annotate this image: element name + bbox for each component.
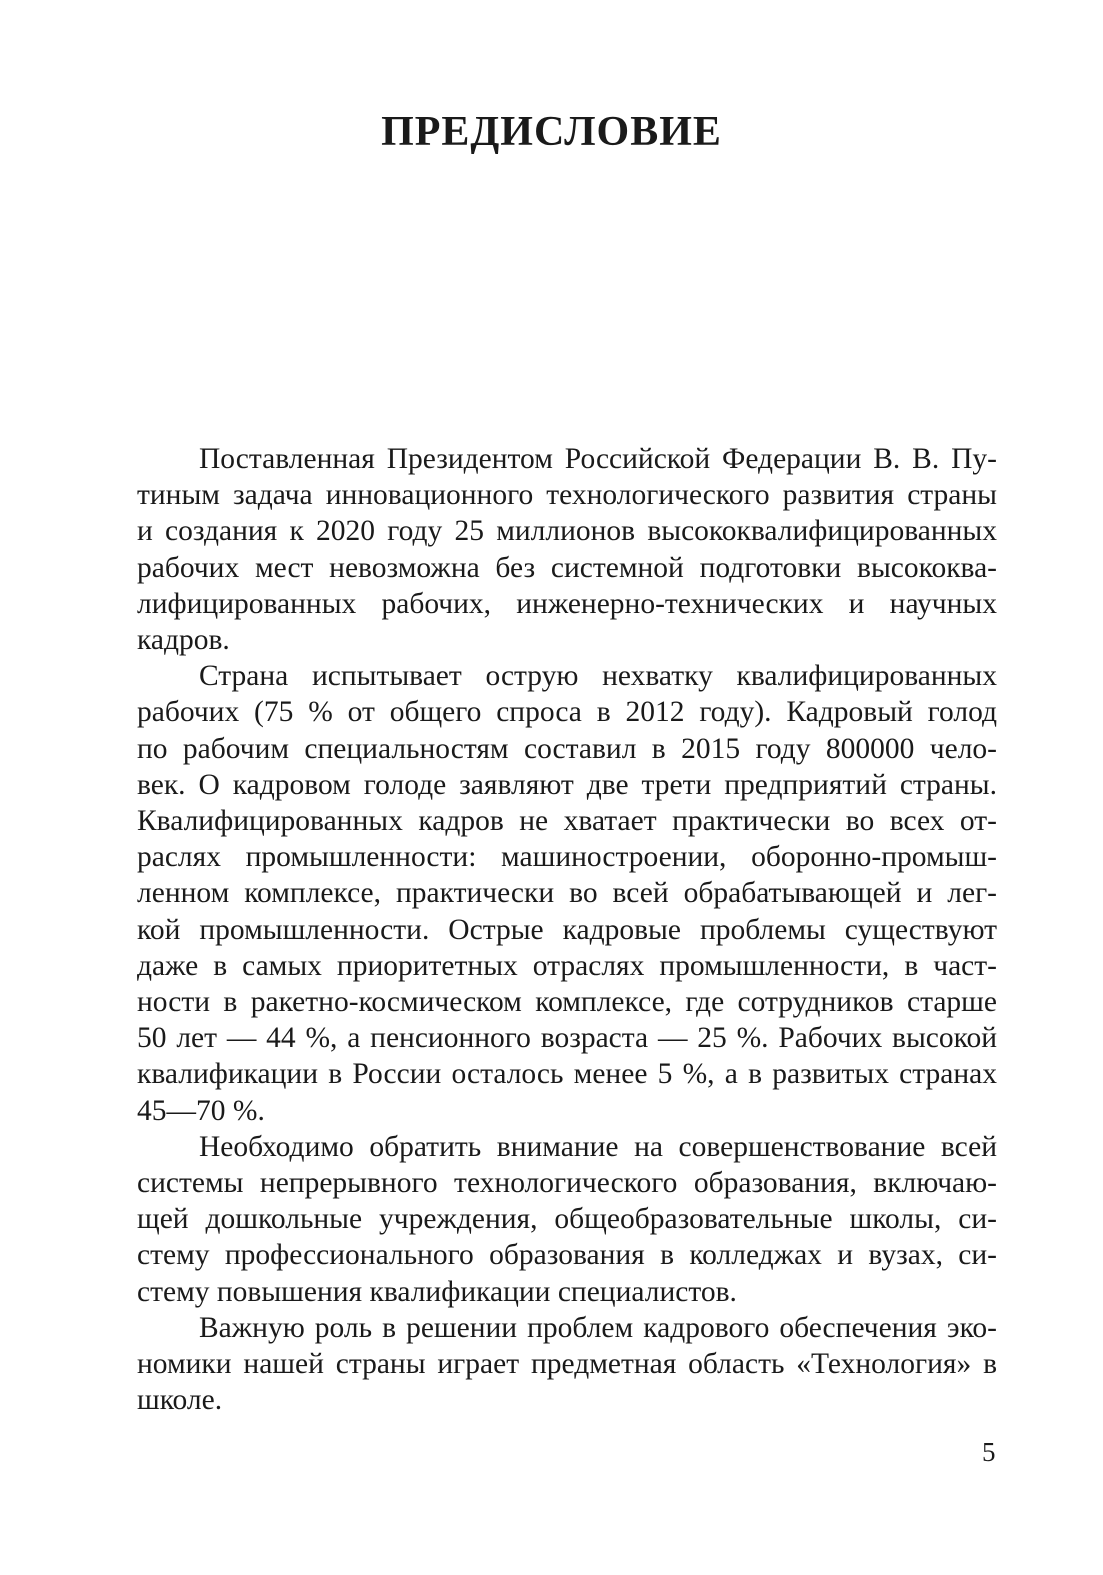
text-line: школе. [137,1384,223,1417]
document-body [137,441,997,1418]
text-line: кой промышленности. Острые кадровые проблемы существуют [137,913,997,946]
text-line: Поставленная Президентом Российской Федерации В. В. Пу- [199,443,997,475]
text-line: стему профессионального образования в колледжах и вузах, си- [137,1239,997,1272]
text-line: 45—70 %. [137,1094,265,1127]
text-line: Важную роль в решении проблем кадрового обеспечения эко- [199,1311,997,1344]
paragraph [137,1129,997,1310]
text-line: кадров. [137,624,230,657]
text-line: системы непрерывного технологического образования, включаю- [137,1167,997,1200]
paragraph [137,1310,997,1419]
text-line: даже в самых приоритетных отраслях промышленности, в част- [137,949,997,982]
text-line: Необходимо обратить внимание на совершенствование всей [199,1130,997,1163]
text-line: ности в ракетно-космическом комплексе, где сотрудников старше [137,986,997,1019]
text-line: щей дошкольные учреждения, общеобразовательные школы, си- [137,1203,997,1236]
text-line: тиным задача инновационного технологического развития страны [137,479,997,512]
paragraph [137,658,997,1129]
text-line: ленном комплексе, практически во всей обрабатывающей и лег- [137,877,997,910]
text-line: квалификации в России осталось менее 5 %, а в развитых странах [137,1058,997,1091]
text-line: стему повышения квалификации специалистов. [137,1275,737,1308]
text-line: и создания к 2020 году 25 миллионов высококвалифицированных [137,515,997,548]
page-number: 5 [982,1437,996,1467]
text-line: по рабочим специальностям составил в 2015 году 800000 чело- [137,732,997,765]
text-line: 50 лет — 44 %, а пенсионного возраста — 25 %. Рабочих высокой [137,1022,997,1055]
text-line: Квалифицированных кадров не хватает практически во всех от- [137,805,997,838]
text-line: рабочих мест невозможна без системной подготовки высококва- [137,551,997,584]
page-title: ПРЕДИСЛОВИЕ [381,109,722,155]
paragraph [137,441,997,658]
text-line: век. О кадровом голоде заявляют две трети предприятий страны. [137,768,997,801]
text-line: номики нашей страны играет предметная область «Технология» в [137,1348,997,1381]
text-line: лифицированных рабочих, инженерно-технических и научных [137,587,997,620]
text-line: рабочих (75 % от общего спроса в 2012 году). Кадровый голод [137,696,997,729]
text-line: Страна испытывает острую нехватку квалифицированных [199,660,997,693]
text-line: раслях промышленности: машиностроении, оборонно-промыш- [137,841,997,874]
